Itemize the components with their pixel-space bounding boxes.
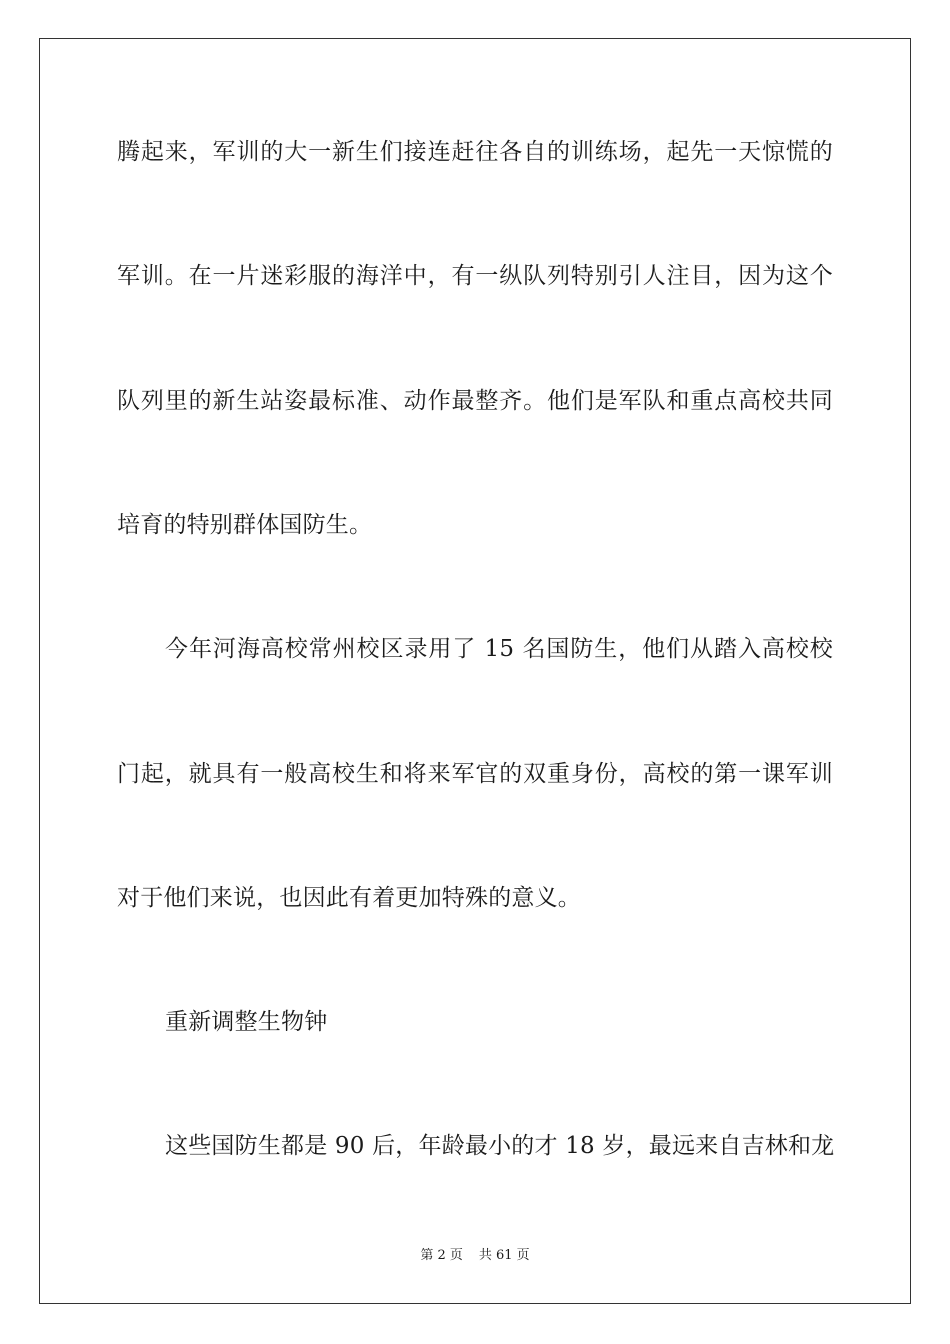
paragraph-line-7: 对于他们来说，也因此有着更加特殊的意义。 <box>117 885 581 911</box>
page-total: 共 61 页 <box>478 1248 530 1263</box>
page-footer <box>0 1247 950 1265</box>
paragraph-line-9: 这些国防生都是 90 后，年龄最小的才 18 岁，最远来自吉林和龙 <box>165 1133 835 1159</box>
paragraph-line-1: 腾起来，军训的大一新生们接连赶往各自的训练场，起先一天惊慌的 <box>117 139 833 165</box>
paragraph-line-2: 军训。在一片迷彩服的海洋中，有一纵队列特别引人注目，因为这个 <box>117 263 833 289</box>
page-border <box>39 38 911 1304</box>
paragraph-line-6: 门起，就具有一般高校生和将来军官的双重身份，高校的第一课军训 <box>117 761 833 787</box>
section-heading: 重新调整生物钟 <box>165 1009 328 1035</box>
page-number: 第 2 页 <box>420 1248 463 1263</box>
paragraph-line-4: 培育的特别群体国防生。 <box>117 512 373 538</box>
paragraph-line-5: 今年河海高校常州校区录用了 15 名国防生，他们从踏入高校校 <box>165 636 833 662</box>
paragraph-line-3: 队列里的新生站姿最标准、动作最整齐。他们是军队和重点高校共同 <box>117 388 833 414</box>
